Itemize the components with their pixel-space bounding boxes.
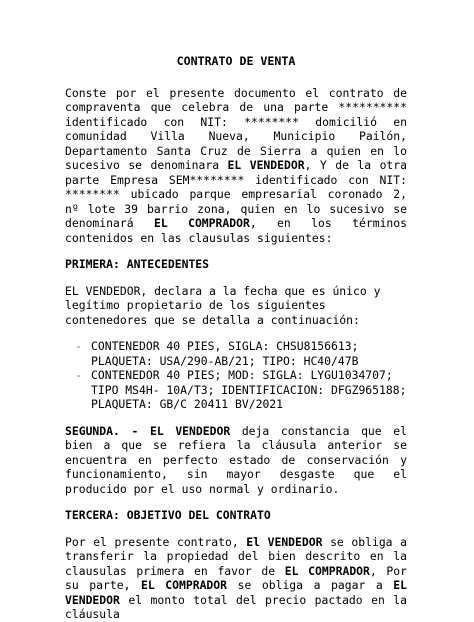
- list-item-text: CONTENEDOR 40 PIES, SIGLA: CHSU8156613; PLAQUETA: USA/290-AB/21; TIPO: HC40/47B: [91, 339, 359, 368]
- tercera-text: , Por su parte,: [65, 563, 408, 592]
- intro-text: Conste por el presente documento el contrato de compraventa que celebra de una parte ********** identificado con NIT: ******** domicilió en comunidad Villa Nueva, Municipio Pailón, Departamento Santa Cruz de Sierra a quien en lo sucesivo se denominara: [65, 85, 407, 172]
- list-item-text: CONTENEDOR 40 PIES; MOD: SIGLA: LYGU1034707; TIPO MS4H- 10A/T3; IDENTIFICACION: DFGZ965188; PLAQUETA: GB/C 20411 BV/2021: [91, 368, 407, 411]
- intro-text: , en los términos contenidos en las clausulas siguientes:: [65, 216, 407, 245]
- container-list: [65, 339, 407, 412]
- segunda-paragraph: [65, 424, 407, 497]
- tercera-paragraph: [65, 535, 407, 622]
- tercera-text: el monto total del precio pactado en la cláusula: [65, 592, 407, 621]
- dash-bullet-icon: -: [75, 339, 82, 353]
- tercera-text: se obliga a pagar a: [227, 578, 394, 592]
- intro-comprador: EL COMPRADOR: [153, 216, 250, 230]
- primera-paragraph: EL VENDEDOR, declara a la fecha que es único y legítimo propietario de los siguientes contenedores que se detalla a continuación:: [65, 283, 381, 327]
- tercera-heading: TERCERA: OBJETIVO DEL CONTRATO: [65, 508, 271, 522]
- primera-heading: PRIMERA: ANTECEDENTES: [65, 257, 210, 271]
- dash-bullet-icon: -: [75, 368, 82, 382]
- list-item: [65, 368, 407, 412]
- tercera-text: se obliga a transferir la propiedad del bien descrito en la clausulas primera en favor de: [65, 534, 407, 578]
- document-title: CONTRATO DE VENTA: [176, 54, 296, 68]
- tercera-text: Por el presente contrato,: [65, 534, 247, 549]
- intro-text: , Y de la otra parte Empresa SEM******** identificado con NIT: ******** ubicado parque empresarial coronado 2, nº lote 39 barrio zona, quien en lo sucesivo se denominará: [65, 158, 408, 230]
- tercera-vendedor: EL VENDEDOR: [65, 578, 408, 607]
- list-item: [65, 339, 407, 368]
- intro-paragraph: [65, 86, 407, 246]
- segunda-lead: SEGUNDA. - EL VENDEDOR: [65, 423, 231, 438]
- segunda-text: deja constancia que el bien a que se refiera la cláusula anterior se encuentra en perfecto estado de conservación y funcionamiento, sin mayor desgaste que el producido por el uso normal y ordinario.: [65, 423, 407, 496]
- tercera-vendedor: El VENDEDOR: [246, 534, 323, 549]
- tercera-comprador: EL COMPRADOR: [284, 563, 370, 578]
- tercera-comprador: EL COMPRADOR: [141, 578, 228, 592]
- intro-vendedor: EL VENDEDOR: [227, 158, 305, 172]
